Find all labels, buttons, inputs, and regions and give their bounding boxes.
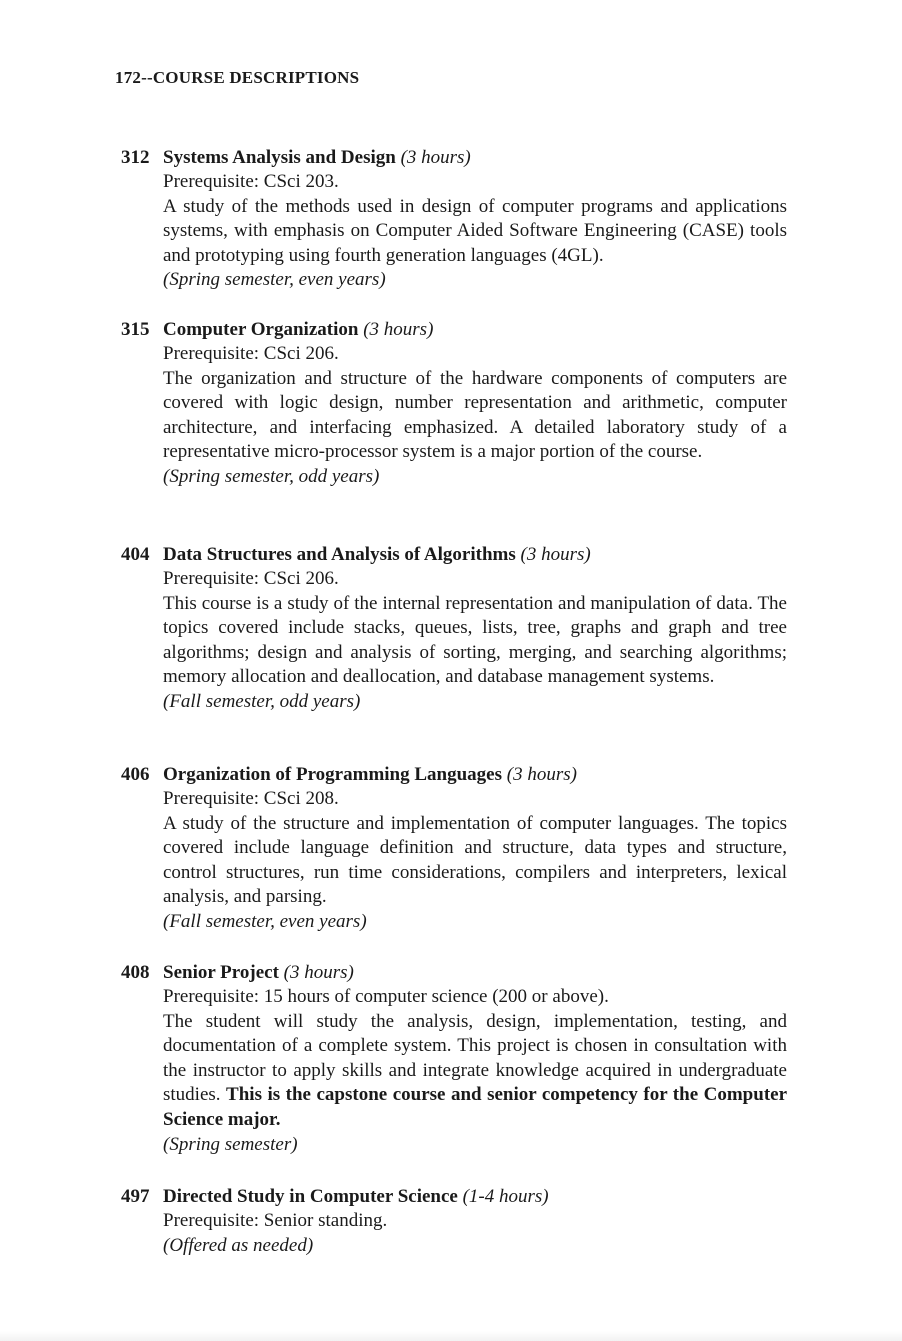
course-prerequisite: Prerequisite: CSci 203. — [163, 171, 339, 192]
course-hours: (3 hours) — [283, 962, 354, 983]
course-title-line — [163, 543, 787, 567]
course-title-line — [163, 763, 787, 787]
course-number: 404 — [121, 544, 150, 565]
course-semester: (Spring semester) — [163, 1133, 298, 1155]
course-hours: (3 hours) — [400, 147, 471, 168]
course-title: Data Structures and Analysis of Algorithms — [163, 544, 516, 565]
course-title: Systems Analysis and Design — [163, 147, 396, 168]
course-description: The organization and structure of the hardware components of computers are covered with logic design, number representation and arithmetic, computer architecture, and interfacing emphasized. A detailed laboratory study of a representative micro-processor system is a major portion of the course. — [163, 367, 787, 463]
capstone-statement: This is the capstone course and senior competency for the Computer Science major. — [163, 1084, 788, 1130]
course-semester: (Spring semester, odd years) — [163, 465, 380, 487]
course-prerequisite: Prerequisite: CSci 206. — [163, 568, 339, 589]
running-head: 172--COURSE DESCRIPTIONS — [115, 68, 360, 87]
course-title-line — [163, 146, 787, 170]
course-description — [163, 1010, 787, 1133]
course-semester: (Spring semester, even years) — [163, 269, 386, 291]
course-semester: (Offered as needed) — [163, 1234, 314, 1256]
course-title: Senior Project — [163, 962, 279, 983]
course-body — [163, 763, 787, 935]
course-body — [163, 146, 787, 293]
course-number: 497 — [121, 1186, 150, 1207]
course-description-text: The student will study the analysis, design, implementation, testing, and documentation of a complete system. This project is chosen in consultation with the instructor to apply skills and integrate knowledge acquired in undergraduate studies. — [163, 1010, 787, 1106]
course-prerequisite: Prerequisite: Senior standing. — [163, 1210, 388, 1231]
course-number: 406 — [121, 764, 150, 785]
course-prerequisite: Prerequisite: 15 hours of computer science (200 or above). — [163, 986, 609, 1007]
course-body — [163, 318, 787, 490]
course-prerequisite: Prerequisite: CSci 206. — [163, 343, 339, 364]
course-title-line — [163, 961, 787, 985]
course-prerequisite: Prerequisite: CSci 208. — [163, 788, 339, 809]
course-title-line — [163, 1185, 787, 1209]
course-hours: (3 hours) — [506, 764, 577, 785]
course-number: 312 — [121, 147, 150, 168]
course-description: This course is a study of the internal representation and manipulation of data. The topics covered include stacks, queues, lists, tree, graphs and graph and tree algorithms; design and analysis of sorting, merging, and searching algorithms; memory allocation and deallocation, and database management systems. — [163, 592, 787, 688]
course-semester: (Fall semester, even years) — [163, 910, 367, 932]
course-title-line — [163, 318, 787, 342]
course-title: Organization of Programming Languages — [163, 764, 503, 785]
course-description: A study of the structure and implementation of computer languages. The topics covered include language definition and structure, data types and structure, control structures, run time considerations, compilers and interpreters, lexical analysis, and parsing. — [163, 812, 787, 908]
course-hours: (1-4 hours) — [462, 1186, 549, 1207]
course-title: Directed Study in Computer Science — [163, 1186, 458, 1207]
course-semester: (Fall semester, odd years) — [163, 690, 361, 712]
course-hours: (3 hours) — [363, 319, 434, 340]
course-title: Computer Organization — [163, 319, 359, 340]
course-description: A study of the methods used in design of computer programs and applications systems, with emphasis on Computer Aided Software Engineering (CASE) tools and prototyping using fourth generation languages (4GL). — [163, 195, 787, 266]
course-body — [163, 1185, 787, 1258]
course-hours: (3 hours) — [520, 544, 591, 565]
course-number: 315 — [121, 319, 150, 340]
course-body — [163, 543, 787, 715]
course-number: 408 — [121, 962, 150, 983]
course-body — [163, 961, 787, 1157]
page-bottom-edge — [0, 1331, 902, 1341]
